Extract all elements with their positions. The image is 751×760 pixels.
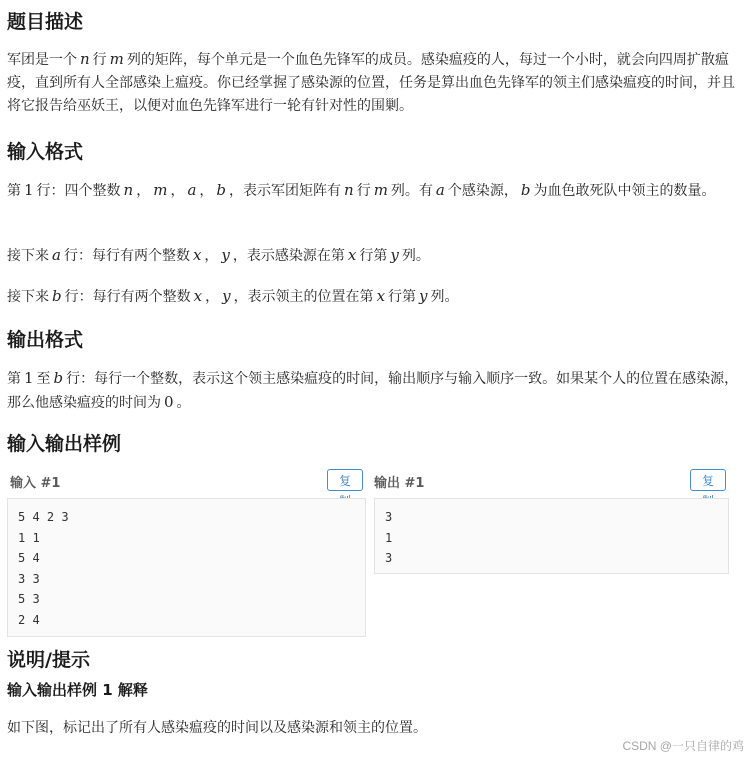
section-heading-hint: 说明/提示: [7, 649, 90, 671]
sample-output-label: 输出 #1: [374, 476, 425, 491]
sample-input-label: 输入 #1: [10, 476, 61, 491]
description-text: 军团是一个 n 行 m 列的矩阵，每个单元是一个血色先锋军的成员。感染瘟疫的人，每过一个小时，就会向四周扩散瘟疫，直到所有人全部感染上瘟疫。你已经掌握了感染源的位置，任务是算出血色先锋军的领主们感染瘟疫的时间，并且将它报告给巫妖王，以便对血色先锋军进行一轮有针对性的围剿。: [7, 50, 735, 114]
hint-subheading: 输入输出样例 1 解释: [7, 681, 148, 699]
csdn-watermark: CSDN @一只自律的鸡: [622, 739, 744, 753]
input-format-line-2: 接下来 a 行：每行有两个整数 x ， y ，表示感染源在第 x 行第 y 列。: [7, 246, 430, 264]
input-format-line-1: 第 1 行：四个整数 n ， m ， a ， b ，表示军团矩阵有 n 行 m 列。有 a 个感染源， b 为血色敢死队中领主的数量。: [7, 181, 716, 199]
hint-text: 如下图，标记出了所有人感染瘟疫的时间以及感染源和领主的位置。: [7, 720, 427, 736]
input-format-line-3: 接下来 b 行：每行有两个整数 x ， y ，表示领主的位置在第 x 行第 y 列。: [7, 287, 459, 305]
section-heading-samples: 输入输出样例: [7, 433, 122, 455]
section-heading-input-format: 输入格式: [7, 141, 84, 163]
copy-output-button[interactable]: 复: [690, 469, 726, 491]
sample-output-code[interactable]: 3 1 3: [374, 498, 729, 574]
copy-input-button[interactable]: 复: [327, 469, 363, 491]
output-format-line-1: 第 1 至 b 行：每行一个整数，表示这个领主感染瘟疫的时间，输出顺序与输入顺序一致。如果某个人的位置在感染源，那么他感染瘟疫的时间为 0 。: [7, 369, 739, 411]
section-heading-description: 题目描述: [7, 11, 84, 33]
sample-input-code[interactable]: 5 4 2 3 1 1 5 4 3 3 5 3 2 4: [7, 498, 366, 637]
section-heading-output-format: 输出格式: [7, 329, 84, 351]
